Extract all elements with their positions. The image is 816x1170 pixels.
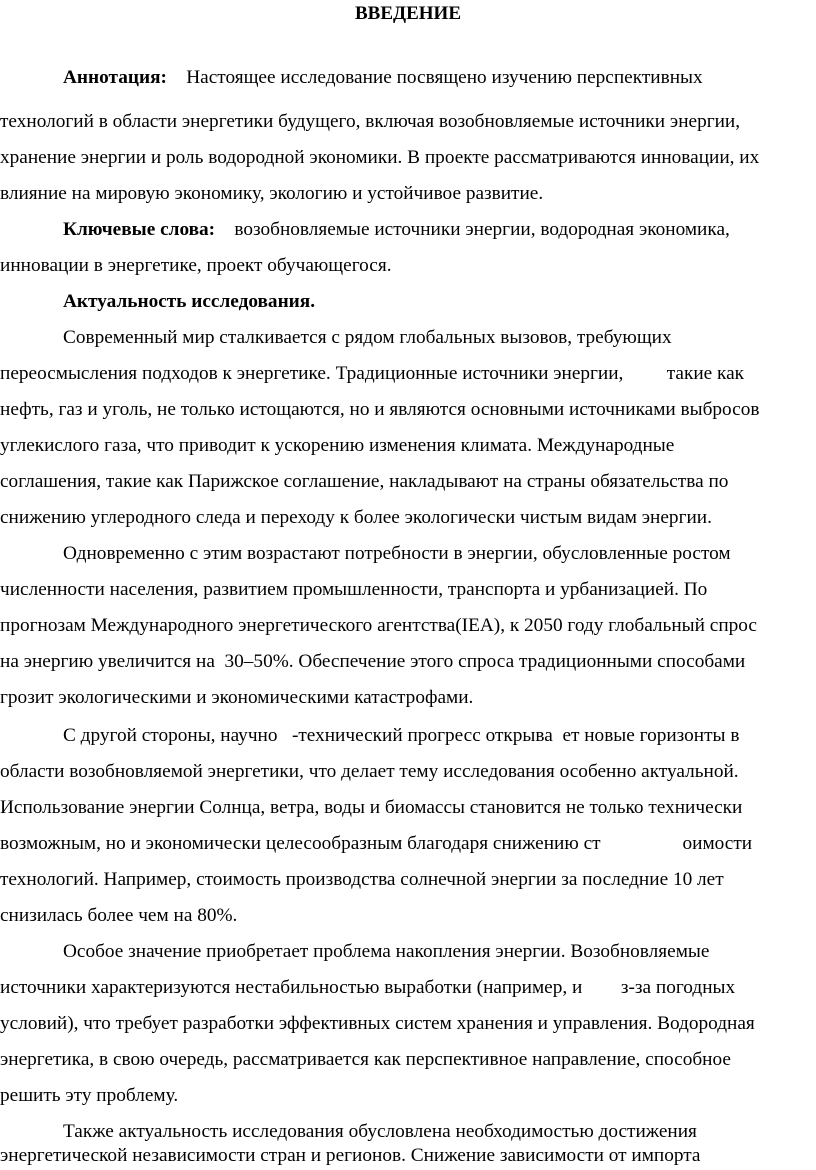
paragraph-4-line-5: решить эту проблему. bbox=[0, 1085, 179, 1106]
paragraph-3-line-2: области возобновляемой энергетики, что делает тему исследования особенно актуальной. bbox=[0, 761, 739, 782]
paragraph-1-line-5: соглашения, такие как Парижское соглашение, накладывают на страны обязательства по bbox=[0, 471, 729, 492]
paragraph-2-line-5: грозит экологическими и экономическими катастрофами. bbox=[0, 687, 474, 708]
paragraph-1-line-3: нефть, газ и уголь, не только истощаются, но и являются основными источниками выбросов bbox=[0, 399, 760, 420]
paragraph-2-line-3: прогнозам Международного энергетического агентства(IEA), к 2050 году глобальный спрос bbox=[0, 615, 757, 636]
annotation-line-1 bbox=[63, 66, 703, 90]
annotation-text: Настоящее исследование посвящено изучению перспективных bbox=[166, 67, 703, 88]
annotation-line-2: технологий в области энергетики будущего, включая возобновляемые источники энергии, bbox=[0, 111, 741, 132]
keywords-line-1 bbox=[63, 218, 730, 242]
keywords-label: Ключевые слова: bbox=[63, 219, 216, 240]
paragraph-4-line-4: энергетика, в свою очередь, рассматривается как перспективное направление, способное bbox=[0, 1049, 731, 1070]
annotation-line-3: хранение энергии и роль водородной экономики. В проекте рассматриваются инновации, их bbox=[0, 147, 760, 168]
paragraph-3-line-6: снизилась более чем на 80%. bbox=[0, 905, 238, 926]
paragraph-2-line-1: Одновременно с этим возрастают потребности в энергии, обусловленные ростом bbox=[63, 543, 731, 564]
paragraph-1-line-1: Современный мир сталкивается с рядом глобальных вызовов, требующих bbox=[63, 327, 672, 348]
paragraph-3-line-5: технологий. Например, стоимость производства солнечной энергии за последние 10 лет bbox=[0, 869, 724, 890]
paragraph-3-line-1: С другой стороны, научно -технический прогресс открыва ет новые горизонты в bbox=[63, 725, 740, 746]
annotation-line-4: влияние на мировую экономику, экологию и устойчивое развитие. bbox=[0, 183, 544, 204]
keywords-text: возобновляемые источники энергии, водородная экономика, bbox=[215, 219, 730, 240]
paragraph-1-line-2: переосмысления подходов к энергетике. Традиционные источники энергии, такие как bbox=[0, 363, 745, 384]
paragraph-3-line-3: Использование энергии Солнца, ветра, воды и биомассы становится не только технически bbox=[0, 797, 743, 818]
paragraph-3-line-4: возможным, но и экономически целесообразным благодаря снижению ст оимости bbox=[0, 833, 753, 854]
paragraph-2-line-2: численности населения, развитием промышленности, транспорта и урбанизацией. По bbox=[0, 579, 708, 600]
paragraph-1-line-6: снижению углеродного следа и переходу к более экологически чистым видам энергии. bbox=[0, 507, 712, 528]
keywords-line-2: инновации в энергетике, проект обучающегося. bbox=[0, 255, 392, 276]
paragraph-4-line-3: условий), что требует разработки эффективных систем хранения и управления. Водородная bbox=[0, 1013, 755, 1034]
relevance-heading: Актуальность исследования. bbox=[63, 291, 316, 312]
annotation-label: Аннотация: bbox=[63, 67, 167, 88]
page-title: ВВЕДЕНИЕ bbox=[355, 3, 461, 24]
paragraph-2-line-4: на энергию увеличится на 30–50%. Обеспечение этого спроса традиционными способами bbox=[0, 651, 746, 672]
paragraph-5-line-1: Также актуальность исследования обусловлена необходимостью достижения bbox=[63, 1121, 697, 1142]
paragraph-4-line-2: источники характеризуются нестабильностью выработки (например, и з-за погодных bbox=[0, 977, 736, 998]
paragraph-5-line-2: энергетической независимости стран и регионов. Снижение зависимости от импорта bbox=[0, 1145, 701, 1166]
paragraph-4-line-1: Особое значение приобретает проблема накопления энергии. Возобновляемые bbox=[63, 941, 710, 962]
paragraph-1-line-4: углекислого газа, что приводит к ускорению изменения климата. Международные bbox=[0, 435, 675, 456]
